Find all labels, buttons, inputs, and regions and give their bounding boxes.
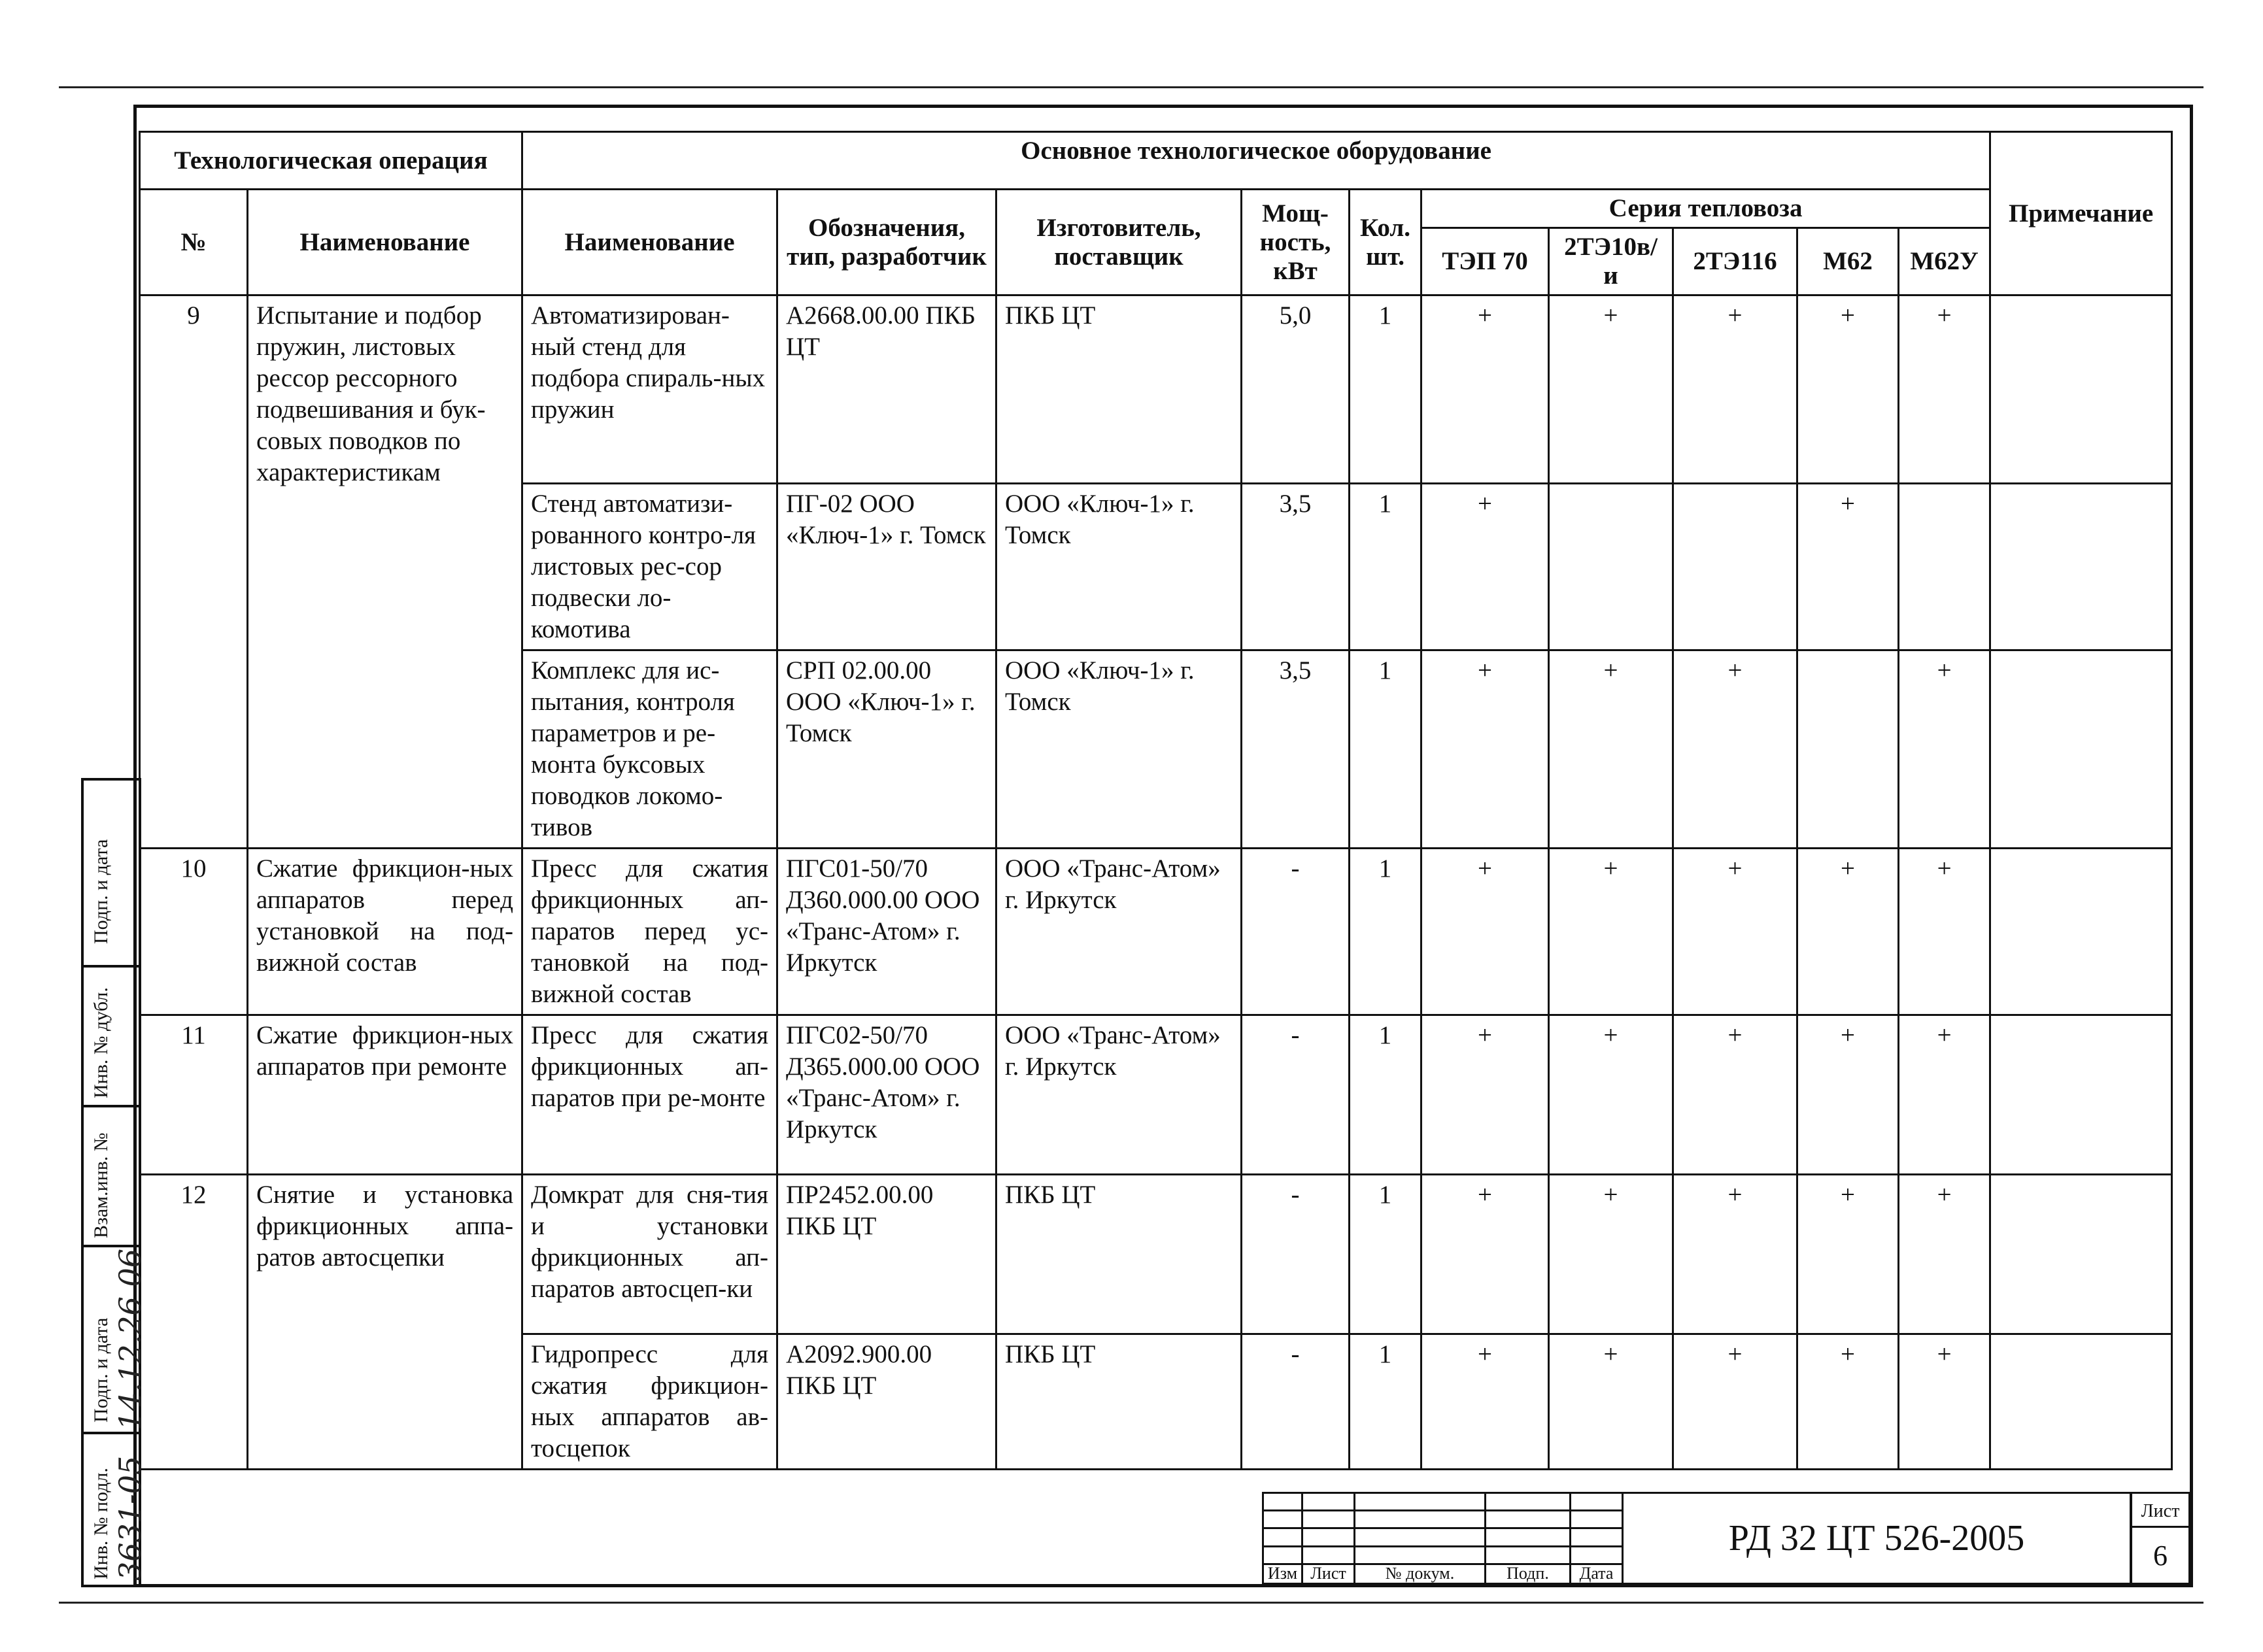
equipment-name: Стенд автоматизи-рованного контро-ля листовых рес-сор подвески ло-комотива bbox=[522, 484, 777, 650]
header-series-m62: М62 bbox=[1797, 228, 1899, 295]
equipment-qty: 1 bbox=[1350, 650, 1421, 849]
equipment-qty: 1 bbox=[1350, 484, 1421, 650]
note-cell bbox=[1990, 650, 2172, 849]
series-mark: + bbox=[1549, 295, 1673, 484]
side-label: Подп. и дата bbox=[90, 1317, 112, 1423]
header-qty: Кол. шт. bbox=[1350, 190, 1421, 295]
equipment-designation: СРП 02.00.00 ООО «Ключ-1» г. Томск bbox=[777, 650, 996, 849]
header-operation-group: Технологическая операция bbox=[140, 132, 522, 190]
row-operation: Снятие и установка фрикционных аппа-ратов автосцепки bbox=[248, 1175, 522, 1470]
row-num: 10 bbox=[140, 849, 248, 1015]
equipment-power: - bbox=[1242, 849, 1350, 1015]
side-stamp-orig-inv bbox=[81, 1432, 148, 1587]
series-mark: + bbox=[1797, 1175, 1899, 1334]
series-mark: + bbox=[1421, 650, 1549, 849]
header-series-2te10: 2ТЭ10в/и bbox=[1549, 228, 1673, 295]
note-cell bbox=[1990, 1334, 2172, 1470]
equipment-power: - bbox=[1242, 1175, 1350, 1334]
equipment-qty: 1 bbox=[1350, 295, 1421, 484]
header-designation: Обозначения, тип, разработчик bbox=[777, 190, 996, 295]
series-mark: + bbox=[1549, 650, 1673, 849]
header-note: Примечание bbox=[1990, 132, 2172, 295]
equipment-name: Пресс для сжатия фрикционных ап-паратов перед ус-тановкой на под-вижной состав bbox=[522, 849, 777, 1015]
series-mark: + bbox=[1797, 1015, 1899, 1175]
series-mark: + bbox=[1549, 849, 1673, 1015]
equipment-power: - bbox=[1242, 1334, 1350, 1470]
table-row bbox=[140, 849, 2172, 1015]
side-label: Взам.инв. № bbox=[90, 1132, 112, 1238]
side-label: Инв. № дубл. bbox=[90, 987, 112, 1098]
row-num: 9 bbox=[140, 295, 248, 849]
side-stamp-sign-date-2 bbox=[81, 1245, 148, 1434]
table-row bbox=[140, 1015, 2172, 1175]
header-eq-name: Наименование bbox=[522, 190, 777, 295]
series-mark: + bbox=[1797, 1334, 1899, 1470]
series-mark: + bbox=[1899, 849, 1990, 1015]
equipment-name: Пресс для сжатия фрикционных ап-паратов при ре-монте bbox=[522, 1015, 777, 1175]
equipment-table bbox=[139, 131, 2173, 1470]
equipment-power: 3,5 bbox=[1242, 484, 1350, 650]
series-mark: + bbox=[1797, 295, 1899, 484]
equipment-manufacturer: ООО «Ключ-1» г. Томск bbox=[996, 650, 1242, 849]
sheet-box bbox=[2130, 1492, 2190, 1585]
title-col-date: Дата bbox=[1571, 1564, 1623, 1583]
equipment-manufacturer: ООО «Транс-Атом» г. Иркутск bbox=[996, 1015, 1242, 1175]
equipment-designation: ПР2452.00.00 ПКБ ЦТ bbox=[777, 1175, 996, 1334]
series-mark: + bbox=[1421, 1175, 1549, 1334]
equipment-manufacturer: ПКБ ЦТ bbox=[996, 295, 1242, 484]
bottom-edge-line bbox=[59, 1602, 2203, 1604]
sheet-label: Лист bbox=[2132, 1495, 2188, 1528]
series-mark: + bbox=[1549, 1175, 1673, 1334]
note-cell bbox=[1990, 295, 2172, 484]
row-operation: Испытание и подбор пружин, листовых рессор рессорного подвешивания и бук-совых поводков по характеристикам bbox=[248, 295, 522, 849]
series-mark: + bbox=[1899, 1334, 1990, 1470]
row-num: 11 bbox=[140, 1015, 248, 1175]
series-mark: + bbox=[1673, 650, 1797, 849]
equipment-designation: ПГ-02 ООО «Ключ-1» г. Томск bbox=[777, 484, 996, 650]
equipment-name: Домкрат для сня-тия и установки фрикционных ап-паратов автосцеп-ки bbox=[522, 1175, 777, 1334]
equipment-power: 3,5 bbox=[1242, 650, 1350, 849]
series-mark: + bbox=[1673, 1334, 1797, 1470]
note-cell bbox=[1990, 484, 2172, 650]
series-mark: + bbox=[1899, 295, 1990, 484]
side-stamp-dup-inv bbox=[81, 965, 141, 1107]
table-row bbox=[140, 295, 2172, 484]
header-manufacturer: Изготовитель, поставщик bbox=[996, 190, 1242, 295]
series-mark: + bbox=[1673, 295, 1797, 484]
title-block-grid bbox=[1262, 1492, 1624, 1585]
equipment-designation: А2668.00.00 ПКБ ЦТ bbox=[777, 295, 996, 484]
handwritten-date: 14.12.26 06 bbox=[112, 1249, 148, 1430]
title-col-signature: Подп. bbox=[1486, 1564, 1571, 1583]
series-mark: + bbox=[1797, 849, 1899, 1015]
handwritten-inventory-number: 3631-05 bbox=[112, 1455, 148, 1581]
series-mark: + bbox=[1899, 650, 1990, 849]
series-mark: + bbox=[1673, 849, 1797, 1015]
series-mark: + bbox=[1421, 484, 1549, 650]
equipment-name: Автоматизирован-ный стенд для подбора спираль-ных пружин bbox=[522, 295, 777, 484]
header-series-tep70: ТЭП 70 bbox=[1421, 228, 1549, 295]
equipment-name: Гидропресс для сжатия фрикцион-ных аппаратов ав-тосцепок bbox=[522, 1334, 777, 1470]
series-mark: + bbox=[1549, 1334, 1673, 1470]
equipment-designation: А2092.900.00 ПКБ ЦТ bbox=[777, 1334, 996, 1470]
equipment-designation: ПГС01-50/70 Д360.000.00 ООО «Транс-Атом» г. Иркутск bbox=[777, 849, 996, 1015]
series-mark: + bbox=[1899, 1015, 1990, 1175]
equipment-name: Комплекс для ис-пытания, контроля параметров и ре-монта буксовых поводков локомо-тивов bbox=[522, 650, 777, 849]
note-cell bbox=[1990, 1015, 2172, 1175]
series-mark: + bbox=[1673, 1015, 1797, 1175]
equipment-qty: 1 bbox=[1350, 1334, 1421, 1470]
side-label: Подп. и дата bbox=[90, 839, 112, 944]
equipment-designation: ПГС02-50/70 Д365.000.00 ООО «Транс-Атом» г. Иркутск bbox=[777, 1015, 996, 1175]
series-mark bbox=[1549, 484, 1673, 650]
side-label: Инв. № подл. bbox=[90, 1468, 112, 1579]
equipment-power: - bbox=[1242, 1015, 1350, 1175]
header-equipment-group: Основное технологическое оборудование bbox=[522, 132, 1990, 190]
equipment-manufacturer: ООО «Транс-Атом» г. Иркутск bbox=[996, 849, 1242, 1015]
document-code: РД 32 ЦТ 526-2005 bbox=[1622, 1492, 2132, 1585]
sheet-number: 6 bbox=[2153, 1540, 2168, 1572]
equipment-manufacturer: ПКБ ЦТ bbox=[996, 1175, 1242, 1334]
series-mark bbox=[1899, 484, 1990, 650]
series-mark: + bbox=[1421, 849, 1549, 1015]
equipment-manufacturer: ООО «Ключ-1» г. Томск bbox=[996, 484, 1242, 650]
header-series-group: Серия тепловоза bbox=[1421, 190, 1990, 228]
title-col-sheet: Лист bbox=[1302, 1564, 1355, 1583]
series-mark: + bbox=[1421, 1015, 1549, 1175]
equipment-qty: 1 bbox=[1350, 1015, 1421, 1175]
table-row bbox=[140, 1175, 2172, 1334]
header-series-m62u: М62У bbox=[1899, 228, 1990, 295]
title-col-doc-number: № докум. bbox=[1355, 1564, 1486, 1583]
title-col-change: Изм bbox=[1263, 1564, 1302, 1583]
header-series-2te116: 2ТЭ116 bbox=[1673, 228, 1797, 295]
equipment-power: 5,0 bbox=[1242, 295, 1350, 484]
equipment-qty: 1 bbox=[1350, 1175, 1421, 1334]
header-num: № bbox=[140, 190, 248, 295]
row-operation: Сжатие фрикцион-ных аппаратов перед установкой на под-вижной состав bbox=[248, 849, 522, 1015]
row-num: 12 bbox=[140, 1175, 248, 1470]
side-stamp-sign-date-1 bbox=[81, 778, 141, 968]
equipment-manufacturer: ПКБ ЦТ bbox=[996, 1334, 1242, 1470]
series-mark: + bbox=[1673, 1175, 1797, 1334]
series-mark: + bbox=[1797, 484, 1899, 650]
series-mark: + bbox=[1421, 1334, 1549, 1470]
series-mark: + bbox=[1899, 1175, 1990, 1334]
series-mark bbox=[1797, 650, 1899, 849]
series-mark: + bbox=[1549, 1015, 1673, 1175]
header-power: Мощ-ность, кВт bbox=[1242, 190, 1350, 295]
row-operation: Сжатие фрикцион-ных аппаратов при ремонте bbox=[248, 1015, 522, 1175]
header-op-name: Наименование bbox=[248, 190, 522, 295]
title-block bbox=[1262, 1492, 2190, 1585]
series-mark bbox=[1673, 484, 1797, 650]
side-stamp-replace-inv bbox=[81, 1105, 141, 1247]
note-cell bbox=[1990, 849, 2172, 1015]
note-cell bbox=[1990, 1175, 2172, 1334]
top-edge-line bbox=[59, 86, 2203, 88]
series-mark: + bbox=[1421, 295, 1549, 484]
equipment-qty: 1 bbox=[1350, 849, 1421, 1015]
